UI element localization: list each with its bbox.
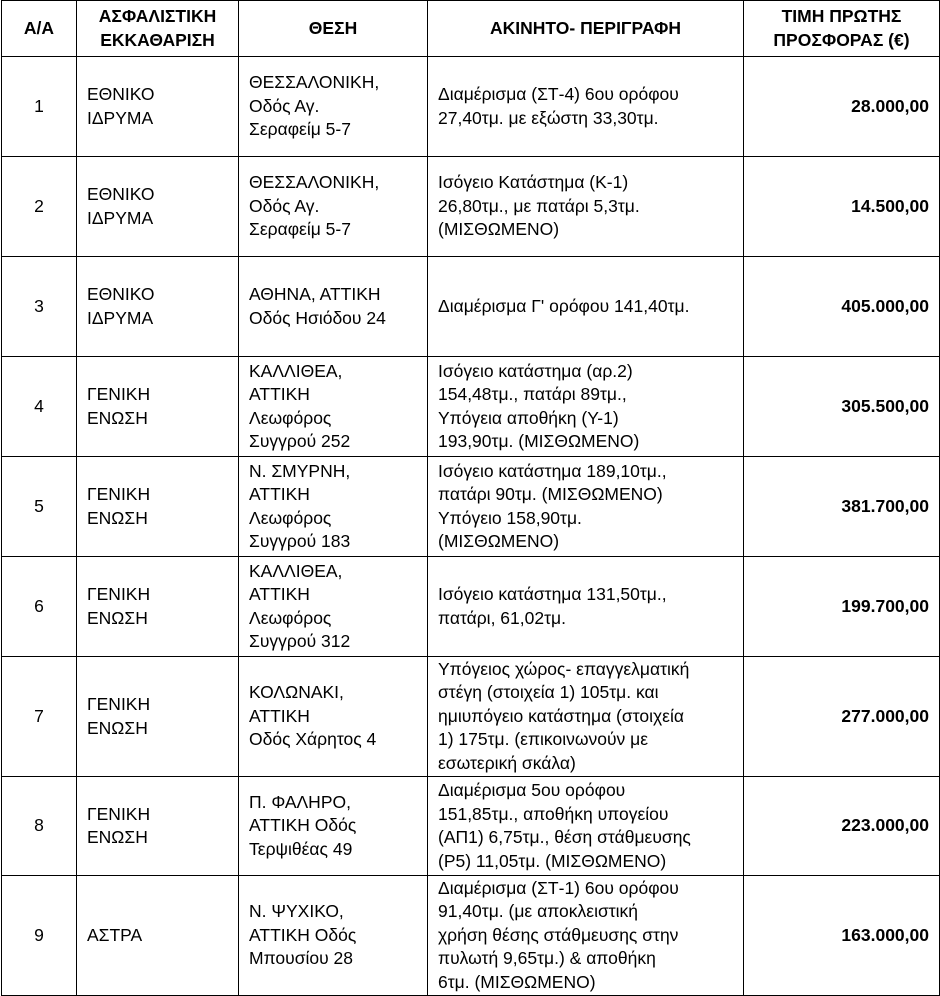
row-insurer: ΕΘΝΙΚΟ ΙΔΡΥΜΑ — [77, 157, 239, 257]
row-description: Υπόγειος χώρος- επαγγελματική στέγη (στοιχεία 1) 105τμ. και ημιυπόγειο κατάστημα (στοιχεία 1) 175τμ. (επικοινωνούν με εσωτερική σκάλα) — [428, 657, 744, 777]
header-description: ΑΚΙΝΗΤΟ- ΠΕΡΙΓΡΑΦΗ — [428, 1, 744, 57]
row-index: 5 — [2, 457, 77, 557]
row-location: ΚΑΛΛΙΘΕΑ, ΑΤΤΙΚΗ Λεωφόρος Συγγρού 252 — [239, 357, 428, 457]
row-description: Ισόγειο κατάστημα 189,10τμ., πατάρι 90τμ. (ΜΙΣΘΩΜΕΝΟ) Υπόγειο 158,90τμ. (ΜΙΣΘΩΜΕΝΟ) — [428, 457, 744, 557]
header-price: ΤΙΜΗ ΠΡΩΤΗΣ ΠΡΟΣΦΟΡΑΣ (€) — [744, 1, 940, 57]
row-location: Π. ΦΑΛΗΡΟ, ΑΤΤΙΚΗ Οδός Τερψιθέας 49 — [239, 777, 428, 876]
row-price: 223.000,00 — [744, 777, 940, 876]
row-insurer: ΓΕΝΙΚΗ ΕΝΩΣΗ — [77, 657, 239, 777]
row-location: Ν. ΨΥΧΙΚΟ, ΑΤΤΙΚΗ Οδός Μπουσίου 28 — [239, 876, 428, 996]
row-description: Ισόγειο κατάστημα 131,50τμ., πατάρι, 61,02τμ. — [428, 557, 744, 657]
row-index: 2 — [2, 157, 77, 257]
row-index: 1 — [2, 57, 77, 157]
row-insurer: ΓΕΝΙΚΗ ΕΝΩΣΗ — [77, 557, 239, 657]
row-description: Ισόγειο κατάστημα (αρ.2) 154,48τμ., πατάρι 89τμ., Υπόγεια αποθήκη (Υ-1) 193,90τμ. (ΜΙΣΘΩΜΕΝΟ) — [428, 357, 744, 457]
table-row — [2, 557, 940, 657]
row-insurer: ΓΕΝΙΚΗ ΕΝΩΣΗ — [77, 777, 239, 876]
row-insurer: ΑΣΤΡΑ — [77, 876, 239, 996]
row-price: 14.500,00 — [744, 157, 940, 257]
row-description: Ισόγειο Κατάστημα (Κ-1) 26,80τμ., με πατάρι 5,3τμ. (ΜΙΣΘΩΜΕΝΟ) — [428, 157, 744, 257]
header-index: Α/Α — [2, 1, 77, 57]
header-location: ΘΕΣΗ — [239, 1, 428, 57]
header-row — [2, 1, 940, 57]
row-description: Διαμέρισμα 5ου ορόφου 151,85τμ., αποθήκη υπογείου (ΑΠ1) 6,75τμ., θέση στάθμευσης (Ρ5) 11,05τμ. (ΜΙΣΘΩΜΕΝΟ) — [428, 777, 744, 876]
row-price: 163.000,00 — [744, 876, 940, 996]
table-row — [2, 876, 940, 996]
row-insurer: ΕΘΝΙΚΟ ΙΔΡΥΜΑ — [77, 57, 239, 157]
row-location: ΑΘΗΝΑ, ΑΤΤΙΚΗ Οδός Ησιόδου 24 — [239, 257, 428, 357]
row-index: 9 — [2, 876, 77, 996]
row-index: 3 — [2, 257, 77, 357]
row-index: 8 — [2, 777, 77, 876]
row-insurer: ΕΘΝΙΚΟ ΙΔΡΥΜΑ — [77, 257, 239, 357]
row-price: 277.000,00 — [744, 657, 940, 777]
row-index: 6 — [2, 557, 77, 657]
row-insurer: ΓΕΝΙΚΗ ΕΝΩΣΗ — [77, 357, 239, 457]
row-location: ΚΟΛΩΝΑΚΙ, ΑΤΤΙΚΗ Οδός Χάρητος 4 — [239, 657, 428, 777]
row-description: Διαμέρισμα (ΣΤ-1) 6ου ορόφου 91,40τμ. (με αποκλειστική χρήση θέσης στάθμευσης στην πυλωτή 9,65τμ.) & αποθήκη 6τμ. (ΜΙΣΘΩΜΕΝΟ) — [428, 876, 744, 996]
table-row — [2, 257, 940, 357]
row-price: 305.500,00 — [744, 357, 940, 457]
row-price: 28.000,00 — [744, 57, 940, 157]
row-location: ΘΕΣΣΑΛΟΝΙΚΗ, Οδός Αγ. Σεραφείμ 5-7 — [239, 157, 428, 257]
table-row — [2, 57, 940, 157]
row-insurer: ΓΕΝΙΚΗ ΕΝΩΣΗ — [77, 457, 239, 557]
row-price: 199.700,00 — [744, 557, 940, 657]
row-index: 4 — [2, 357, 77, 457]
header-insurer: ΑΣΦΑΛΙΣΤΙΚΗ ΕΚΚΑΘΑΡΙΣΗ — [77, 1, 239, 57]
row-description: Διαμέρισμα (ΣΤ-4) 6ου ορόφου 27,40τμ. με εξώστη 33,30τμ. — [428, 57, 744, 157]
table-row — [2, 357, 940, 457]
table-row — [2, 657, 940, 777]
row-location: Ν. ΣΜΥΡΝΗ, ΑΤΤΙΚΗ Λεωφόρος Συγγρού 183 — [239, 457, 428, 557]
row-location: ΚΑΛΛΙΘΕΑ, ΑΤΤΙΚΗ Λεωφόρος Συγγρού 312 — [239, 557, 428, 657]
row-price: 381.700,00 — [744, 457, 940, 557]
table-row — [2, 457, 940, 557]
table-row — [2, 157, 940, 257]
row-description: Διαμέρισμα Γ' ορόφου 141,40τμ. — [428, 257, 744, 357]
table-row — [2, 777, 940, 876]
row-price: 405.000,00 — [744, 257, 940, 357]
row-location: ΘΕΣΣΑΛΟΝΙΚΗ, Οδός Αγ. Σεραφείμ 5-7 — [239, 57, 428, 157]
row-index: 7 — [2, 657, 77, 777]
properties-table — [1, 0, 940, 996]
